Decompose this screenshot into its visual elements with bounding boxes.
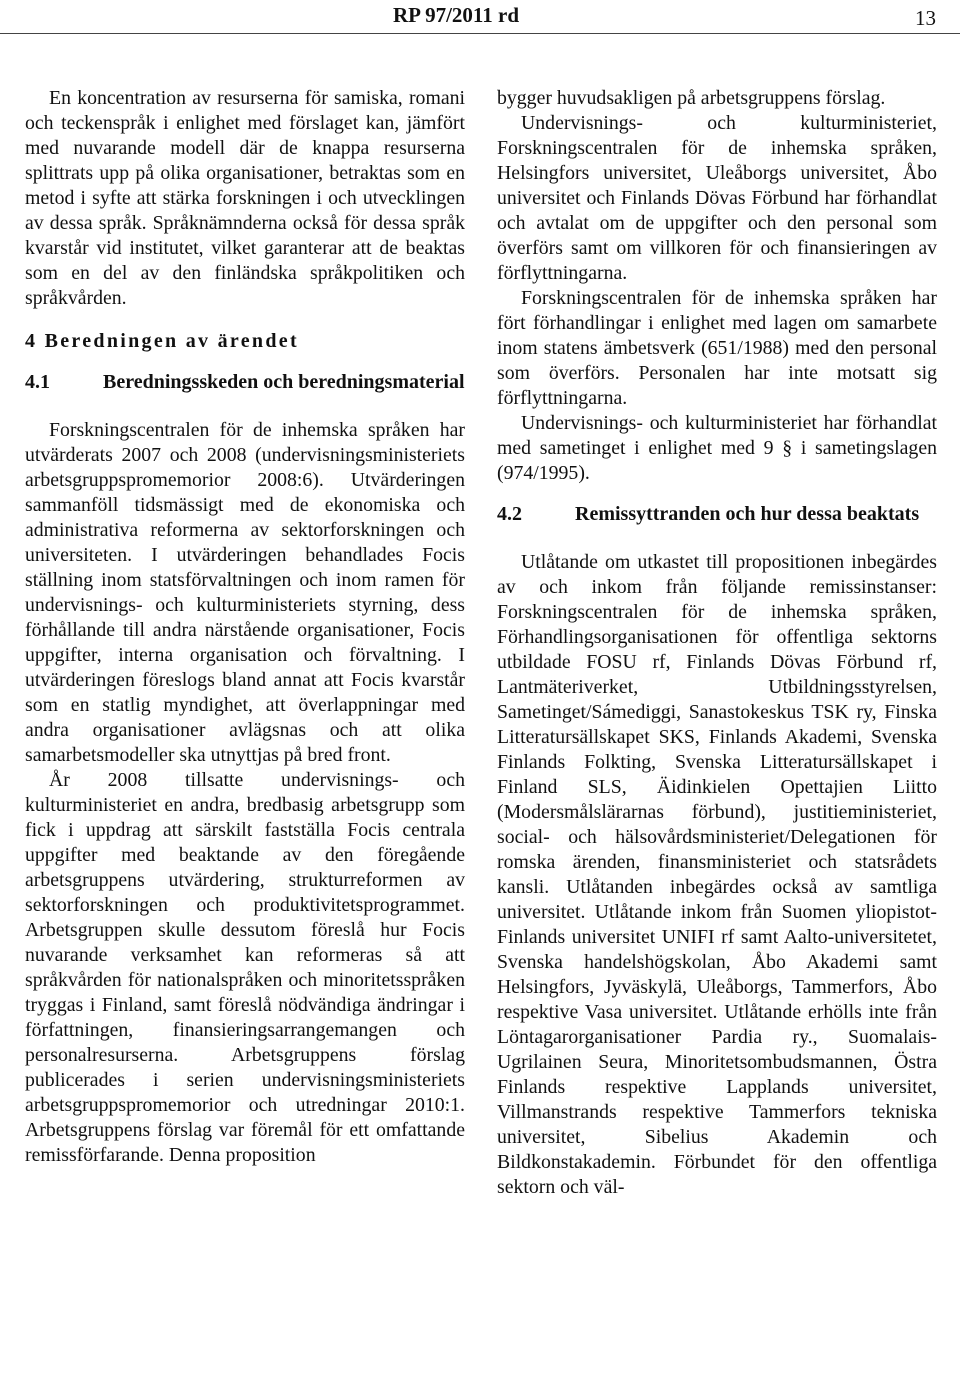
paragraph: Undervisnings- och kulturministeriet, Forskningscentralen för de inhemska språken, Helsingfors universitet, Uleåborgs universitet, Åbo universitet och Finlands Dövas Förbund har förhandlat och avtalat om de uppgifter och den personal som överförs samt om villkoren för och finansieringen av förflyttningarna. [497,112,937,284]
paragraph: Undervisnings- och kulturministeriet har förhandlat med sametinget i enlighet med 9 § i sametingslagen (974/1995). [497,412,937,484]
header-rule [0,33,960,34]
paragraph: År 2008 tillsatte undervisnings- och kulturministeriet en andra, bredbasig arbetsgrupp som fick i uppdrag att särskilt fastställa Focis centrala uppgifter med beaktande av den föregående arbetsgruppens utvärdering, strukturreformen av sektorforskningen och produktivitetsprogrammet. Arbetsgruppen skulle dessutom föreslå hur Focis nuvarande verksamhet kan reformeras så att språkvården för nationalspråken och minoritetsspråken tryggas i Finland, samt föreslå nödvändiga ändringar i författningen, finansieringsarrangemangen och personalresurserna. Arbetsgruppens förslag publicerades i serien undervisningsministeriets arbetsgruppspromemorior och utredningar 2010:1. Arbetsgruppens förslag var föremål för ett omfattande remissförfarande. Denna proposition [25,769,465,1166]
section-title: Beredningsskeden och beredningsmaterial [103,371,465,393]
page-number: 13 [915,6,936,30]
section-number: 4.1 [25,371,50,393]
right-column [497,86,937,1200]
chapter-heading: 4 Beredningen av ärendet [25,330,299,352]
section-title: Remissyttranden och hur dessa beaktats [575,503,920,525]
document-id: RP 97/2011 rd [393,3,520,27]
section-heading [497,502,937,527]
section-number: 4.2 [497,503,522,525]
paragraph: En koncentration av resurserna för samiska, romani och teckenspråk i enlighet med förslaget kan, jämfört med nuvarande modell där de knappa resurserna splittrats upp på olika organisationer, betraktas som en metod i syfte att stärka forskningen i och utvecklingen av dessa språk. Språknämnderna också för dessa språk kvarstår vid institutet, vilket garanterar att de beaktas som en del av den finländska språkpolitiken och språkvården. [25,87,465,309]
paragraph: Forskningscentralen för de inhemska språken har utvärderats 2007 och 2008 (undervisningsministeriets arbetsgruppspromemorior 2008:6). Utvärderingen sammanföll tidsmässigt med de ekonomiska och administrativa reformerna av sektorforskningen och universiteten. I utvärderingen behandlades Focis ställning inom statsförvaltningen och inom ramen för undervisnings- och kulturministeriets styrning, dess förhållande till andra närstående organisationer, Focis uppgifter, interna organisation och förvaltning. I utvärderingen föreslogs bland annat att Focis kvarstår som en statlig myndighet, att överlappningar med andra organisationer avlägsnas och att olika samarbetsmodeller ska utnyttjas på bred front. [25,419,465,766]
left-column [25,86,465,1168]
paragraph: Forskningscentralen för de inhemska språken har fört förhandlingar i enlighet med lagen om samarbete inom statens ämbetsverk (651/1988) med den personal som överförs. Personalen har inte motsatt sig förflyttningarna. [497,287,937,409]
paragraph: bygger huvudsakligen på arbetsgruppens förslag. [497,87,886,109]
section-heading [25,370,465,395]
running-header [0,0,960,34]
paragraph: Utlåtande om utkastet till propositionen inbegärdes av och inkom från följande remissinstanser: Forskningscentralen för de inhemska språken, Förhandlingsorganisationen för offentliga sektorns utbildade FOSU rf, Finlands Dövas Förbund rf, Lantmäteriverket, Utbildningsstyrelsen, Sametinget/Sámediggi, Sanastokeskus TSK ry, Finska Litteratursällskapet SKS, Finlands Akademi, Svenska Finlands Folkting, Svenska Litteratursällskapet i Finland SLS, Äidinkielen Opettajien Liitto (Modersmålslärarnas förbund), justitieministeriet, social- och hälsovårdsministeriet/Delegationen för romska ärenden, finansministeriet och statsrådets kansli. Utlåtanden inbegärdes också av samtliga universitet. Utlåtande inkom från Suomen yliopistot- Finlands universitet UNIFI rf samt Aalto-universitetet, Svenska handelshögskolan, Åbo Akademi samt Helsingfors, Jyväskylä, Uleåborgs, Tammerfors, Åbo respektive Vasa universitet. Utlåtande erhölls inte från Löntagarorganisationer Pardia ry., Suomalais-Ugrilainen Seura, Minoritetsombudsmannen, Östra Finlands respektive Lapplands universitet, Villmanstrands respektive Tammerfors tekniska universitet, Sibelius Akademin och Bildkonstakademin. Förbundet för den offentliga sektorn och väl- [497,551,937,1198]
